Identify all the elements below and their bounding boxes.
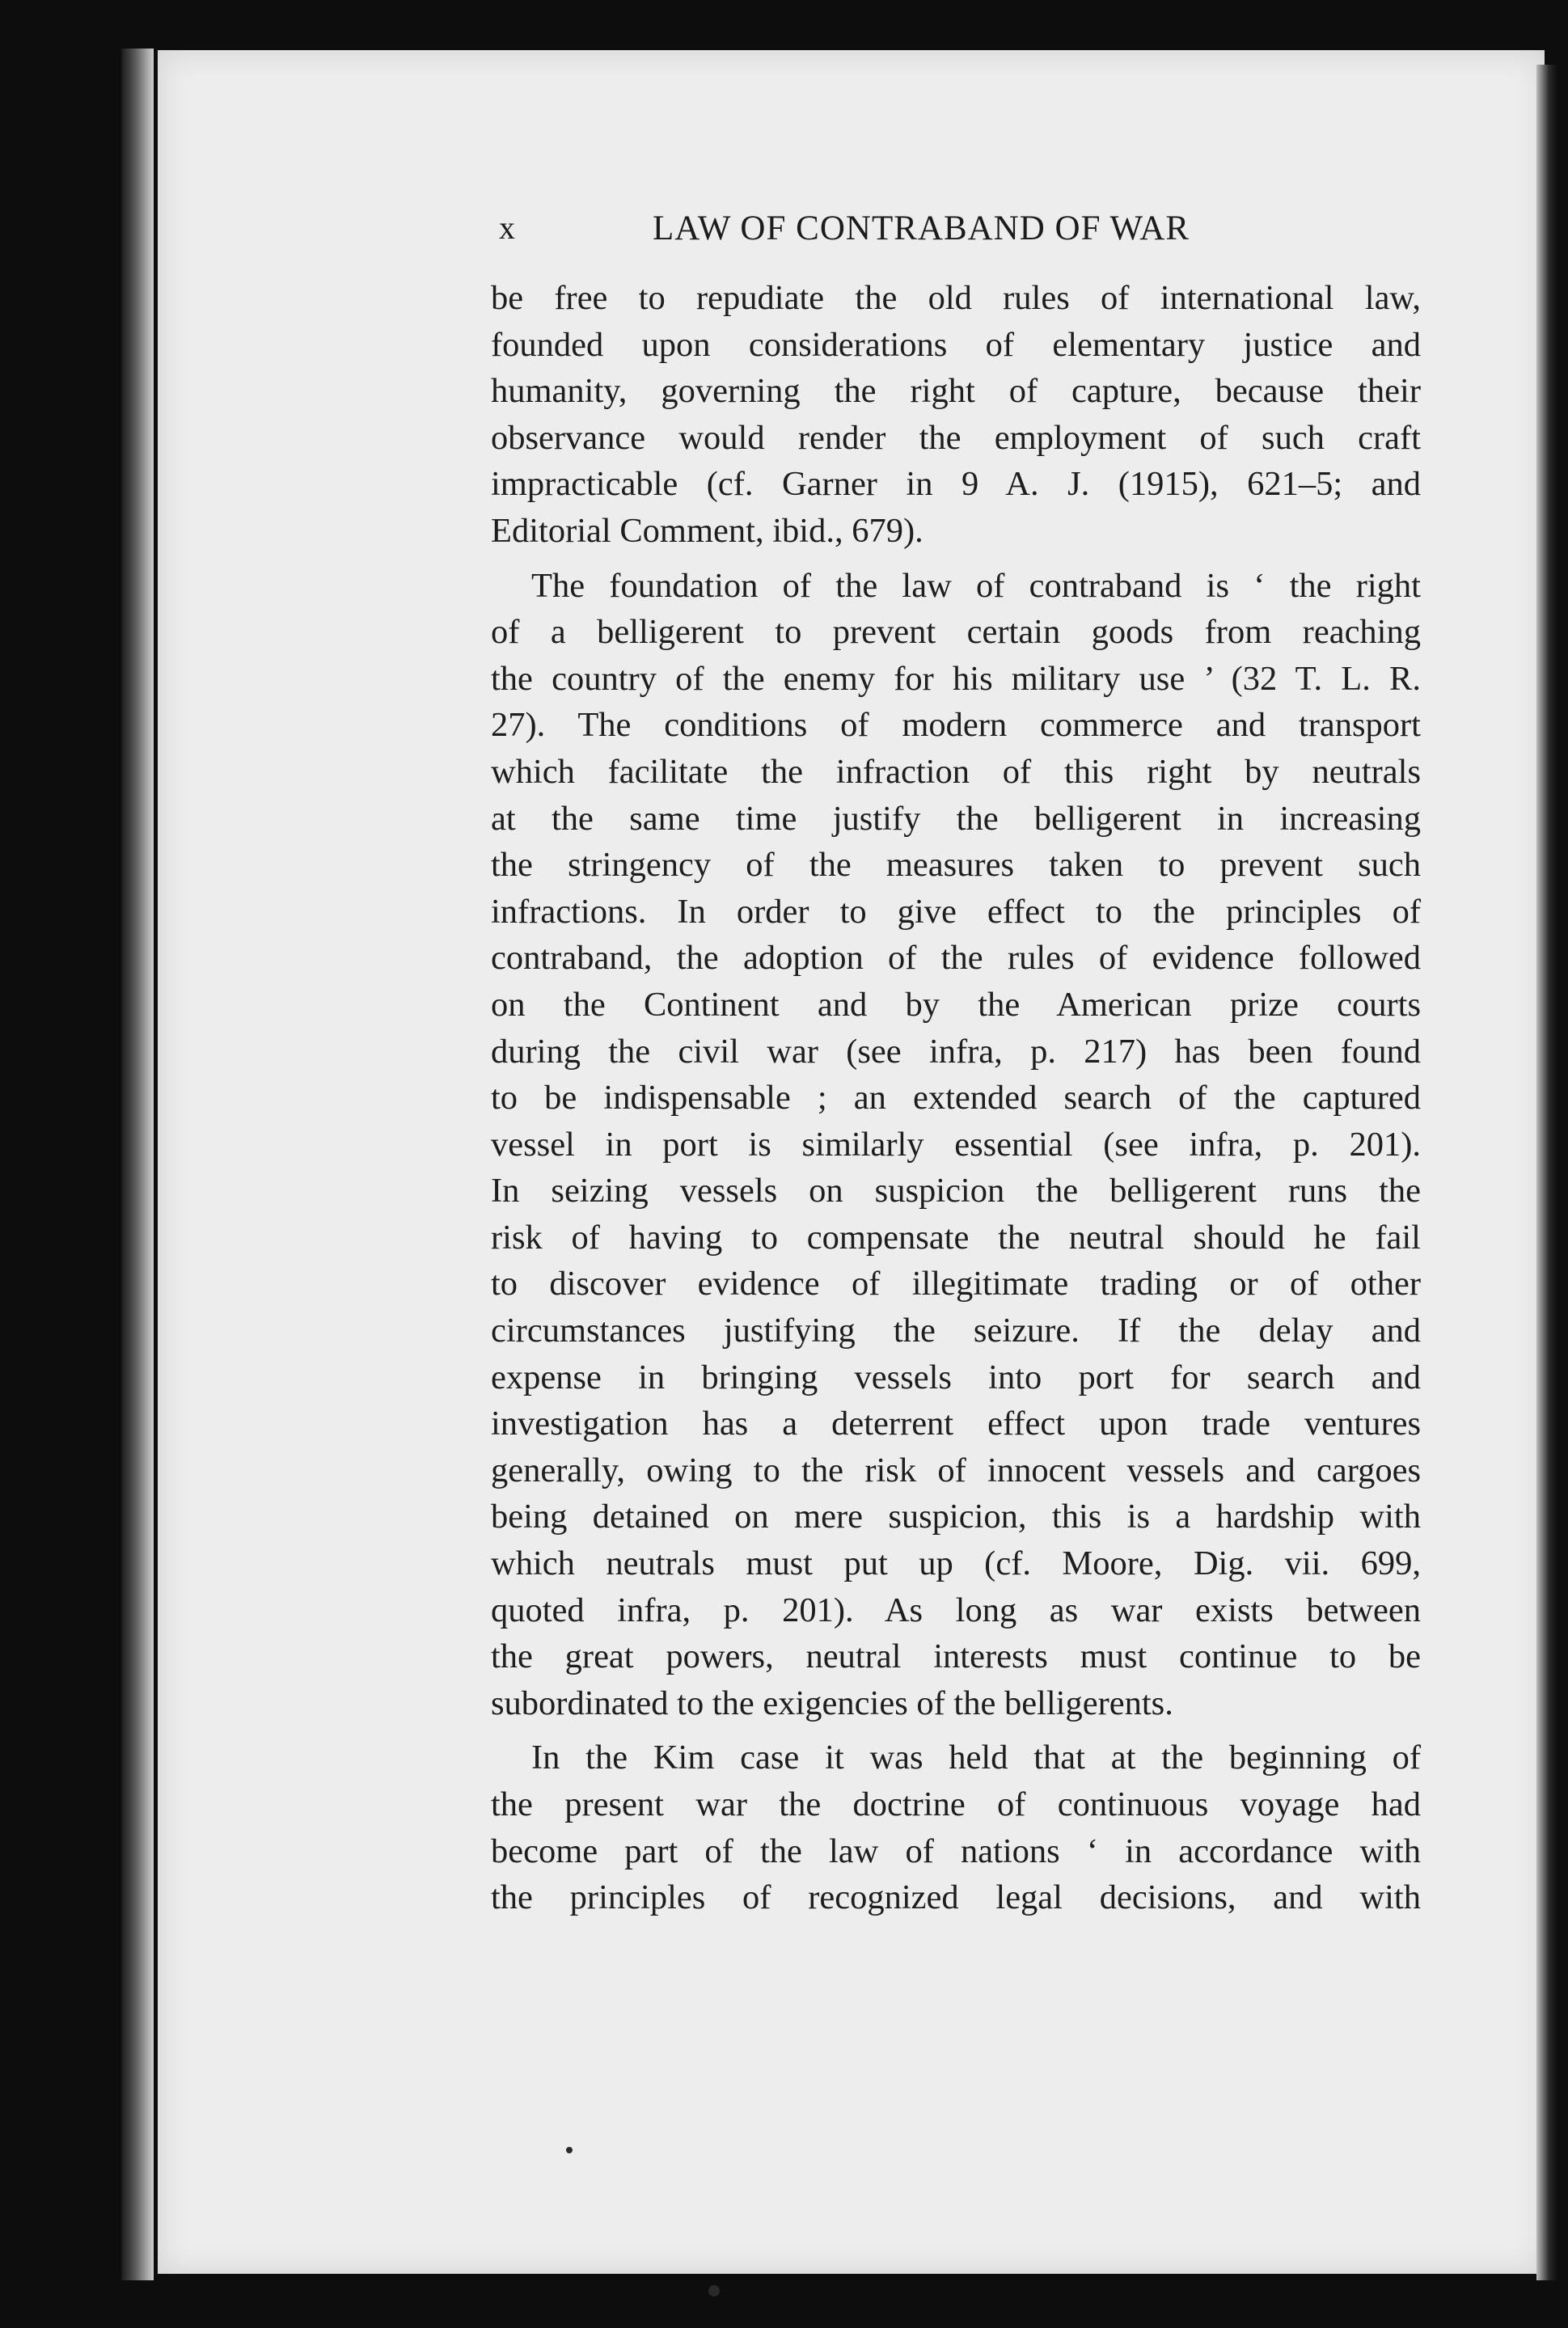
text-line: contraband, the adoption of the rules of evidence followed bbox=[491, 939, 1421, 978]
page-right-edge bbox=[1536, 65, 1557, 2280]
text-line: of a belligerent to prevent certain goods from reaching bbox=[491, 613, 1421, 652]
page-number: x bbox=[499, 209, 515, 246]
text-line: expense in bringing vessels into port for search and bbox=[491, 1358, 1421, 1396]
page-left-edge bbox=[121, 49, 154, 2280]
paragraph bbox=[491, 1734, 1421, 1920]
text-line: The foundation of the law of contraband is ‘ the right bbox=[531, 566, 1421, 605]
paragraph bbox=[491, 563, 1421, 1727]
text-line: In the Kim case it was held that at the beginning of bbox=[531, 1739, 1421, 1777]
text-line: being detained on mere suspicion, this is a hardship with bbox=[491, 1498, 1421, 1536]
text-line: be free to repudiate the old rules of international law, bbox=[491, 279, 1421, 317]
text-line: the stringency of the measures taken to prevent such bbox=[491, 846, 1421, 885]
scan-speck bbox=[566, 2147, 573, 2153]
text-line: the country of the enemy for his military use ’ (32 T. L. R. bbox=[491, 659, 1421, 698]
text-line: to be indispensable ; an extended search of the captured bbox=[491, 1079, 1421, 1118]
paragraph-gap bbox=[491, 555, 1421, 563]
text-line: founded upon considerations of elementary justice and bbox=[491, 325, 1421, 364]
paragraph bbox=[491, 275, 1421, 555]
paragraph-gap bbox=[491, 1726, 1421, 1734]
text-line: vessel in port is similarly essential (see infra, p. 201). bbox=[491, 1125, 1421, 1164]
text-line: subordinated to the exigencies of the belligerents. bbox=[491, 1684, 1173, 1722]
text-line: to discover evidence of illegitimate trading or of other bbox=[491, 1265, 1421, 1303]
text-line: at the same time justify the belligerent in increasing bbox=[491, 799, 1421, 838]
text-line: impracticable (cf. Garner in 9 A. J. (1915), 621–5; and bbox=[491, 465, 1421, 504]
text-line: In seizing vessels on suspicion the belligerent runs the bbox=[491, 1172, 1421, 1210]
text-line: circumstances justifying the seizure. If the delay and bbox=[491, 1312, 1421, 1350]
text-line: observance would render the employment of such craft bbox=[491, 418, 1421, 457]
text-line: investigation has a deterrent effect upon trade ventures bbox=[491, 1405, 1421, 1443]
scan-speck bbox=[708, 2285, 720, 2296]
text-line: humanity, governing the right of capture, because their bbox=[491, 372, 1421, 411]
text-line: generally, owing to the risk of innocent vessels and cargoes bbox=[491, 1451, 1421, 1489]
text-line: which neutrals must put up (cf. Moore, Dig. vii. 699, bbox=[491, 1544, 1421, 1583]
text-line: risk of having to compensate the neutral should he fail bbox=[491, 1218, 1421, 1257]
text-line: which facilitate the infraction of this right by neutrals bbox=[491, 752, 1421, 791]
running-title: LAW OF CONTRABAND OF WAR bbox=[653, 209, 1190, 247]
text-line: the great powers, neutral interests must continue to be bbox=[491, 1637, 1421, 1676]
body-text bbox=[491, 275, 1421, 1921]
text-line: Editorial Comment, ibid., 679). bbox=[491, 511, 923, 550]
page-header bbox=[499, 209, 1271, 257]
text-line: 27). The conditions of modern commerce and transport bbox=[491, 706, 1421, 745]
text-line: during the civil war (see infra, p. 217) has been found bbox=[491, 1032, 1421, 1071]
text-line: infractions. In order to give effect to the principles of bbox=[491, 892, 1421, 931]
text-line: quoted infra, p. 201). As long as war exists between bbox=[491, 1591, 1421, 1629]
text-line: become part of the law of nations ‘ in accordance with bbox=[491, 1832, 1421, 1870]
text-line: the principles of recognized legal decisions, and with bbox=[491, 1878, 1421, 1917]
text-line: the present war the doctrine of continuous voyage had bbox=[491, 1785, 1421, 1823]
text-line: on the Continent and by the American prize courts bbox=[491, 985, 1421, 1024]
